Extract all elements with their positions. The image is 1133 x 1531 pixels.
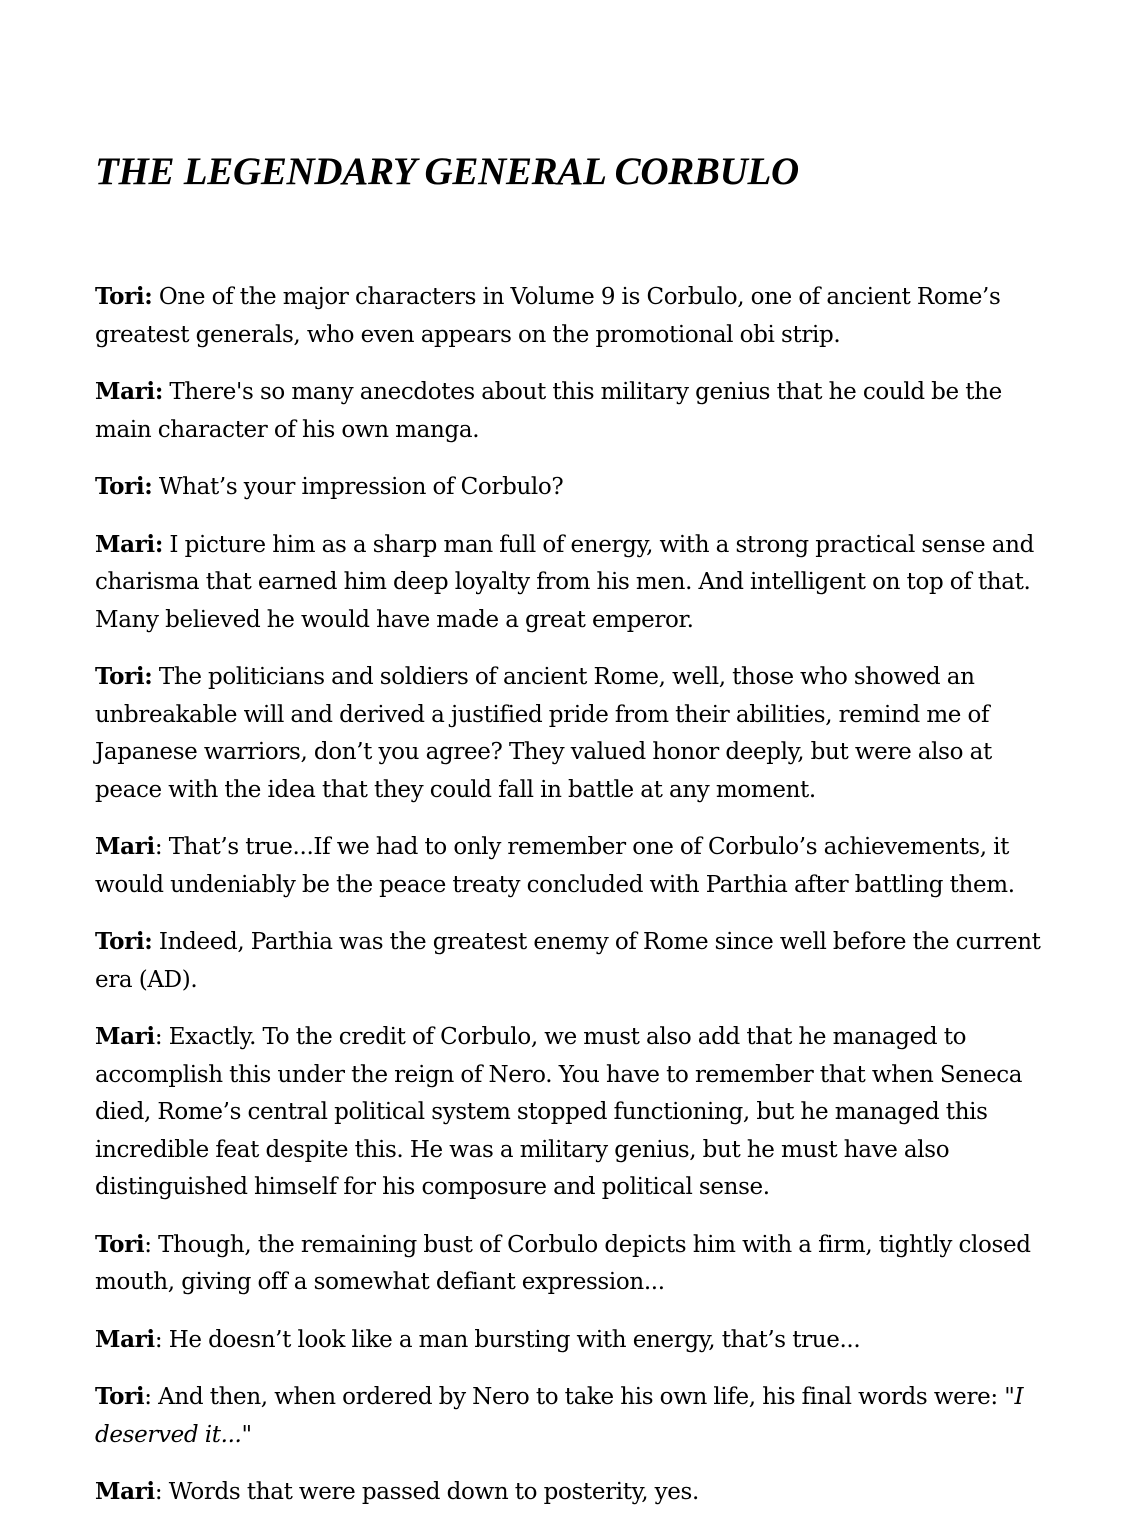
dialogue-text: One of the major characters in Volume 9 is Corbulo, one of ancient Rome’s greatest generals, who even appears on the promotional obi strip. <box>95 284 1001 348</box>
dialogue-text: The politicians and soldiers of ancient Rome, well, those who showed an unbreakable will and derived a justified pride from their abilities, remind me of Japanese warriors, don’t you agree? They valued honor deeply, but were also at peace with the idea that they could fall in battle at any moment. <box>95 664 992 803</box>
speaker-name: Mari: <box>95 530 163 558</box>
dialogue-turn <box>95 373 1045 449</box>
dialogue-text: : Exactly. To the credit of Corbulo, we must also add that he managed to accomplish this under the reign of Nero. You have to remember that when Seneca died, Rome’s central political system stopped functioning, but he managed this incredible feat despite this. He was a military genius, but he must have also distinguished himself for his composure and political sense. <box>95 1024 1023 1200</box>
dialogue-turn <box>95 923 1045 999</box>
speaker-name: Mari <box>95 1325 155 1353</box>
speaker-name: Mari <box>95 833 155 860</box>
speaker-name: Tori: <box>95 473 153 500</box>
page-title: THE LEGENDARY GENERAL CORBULO <box>95 150 799 193</box>
document-page <box>95 150 1045 1531</box>
dialogue-text: There's so many anecdotes about this military genius that he could be the main character of his own manga. <box>95 379 1002 443</box>
dialogue-turn <box>95 526 1045 640</box>
dialogue-turn <box>95 1018 1045 1207</box>
speaker-name: Tori <box>95 1230 145 1258</box>
dialogue-turn <box>95 1473 1045 1512</box>
dialogue-turn <box>95 278 1045 354</box>
speaker-name: Mari <box>95 1023 155 1050</box>
dialogue-turn <box>95 658 1045 809</box>
speaker-name: Tori: <box>95 663 153 690</box>
speaker-name: Tori: <box>95 283 153 310</box>
speaker-name: Tori: <box>95 928 153 955</box>
dialogue-text: : Words that were passed down to posterity, yes. <box>154 1479 699 1505</box>
dialogue-text: : That’s true...If we had to only remember one of Corbulo’s achievements, it would undeniably be the peace treaty concluded with Parthia after battling them. <box>95 834 1015 898</box>
interview-dialogue <box>95 278 1045 1512</box>
dialogue-turn <box>95 1321 1045 1360</box>
speaker-name: Tori <box>95 1383 145 1410</box>
dialogue-text: What’s your impression of Corbulo? <box>152 474 564 500</box>
dialogue-turn <box>95 468 1045 507</box>
dialogue-turn <box>95 1378 1045 1454</box>
speaker-name: Mari: <box>95 378 163 405</box>
dialogue-text: I picture him as a sharp man full of energy, with a strong practical sense and charisma that earned him deep loyalty from his men. And intelligent on top of that. Many believed he would have made a great emperor. <box>95 531 1034 633</box>
speaker-name: Mari <box>95 1478 155 1505</box>
dialogue-text: Indeed, Parthia was the greatest enemy of Rome since well before the current era (AD). <box>95 929 1041 993</box>
dialogue-text: : He doesn’t look like a man bursting with energy, that’s true... <box>154 1326 861 1353</box>
dialogue-turn <box>95 828 1045 904</box>
dialogue-text: : And then, when ordered by Nero to take his own life, his final words were: <box>144 1384 1005 1410</box>
dialogue-turn <box>95 1226 1045 1302</box>
dialogue-text: : Though, the remaining bust of Corbulo depicts him with a firm, tightly closed mouth, giving off a somewhat defiant expression... <box>95 1231 1031 1295</box>
final-words-quote: "I deserved it..." <box>95 1384 1024 1448</box>
